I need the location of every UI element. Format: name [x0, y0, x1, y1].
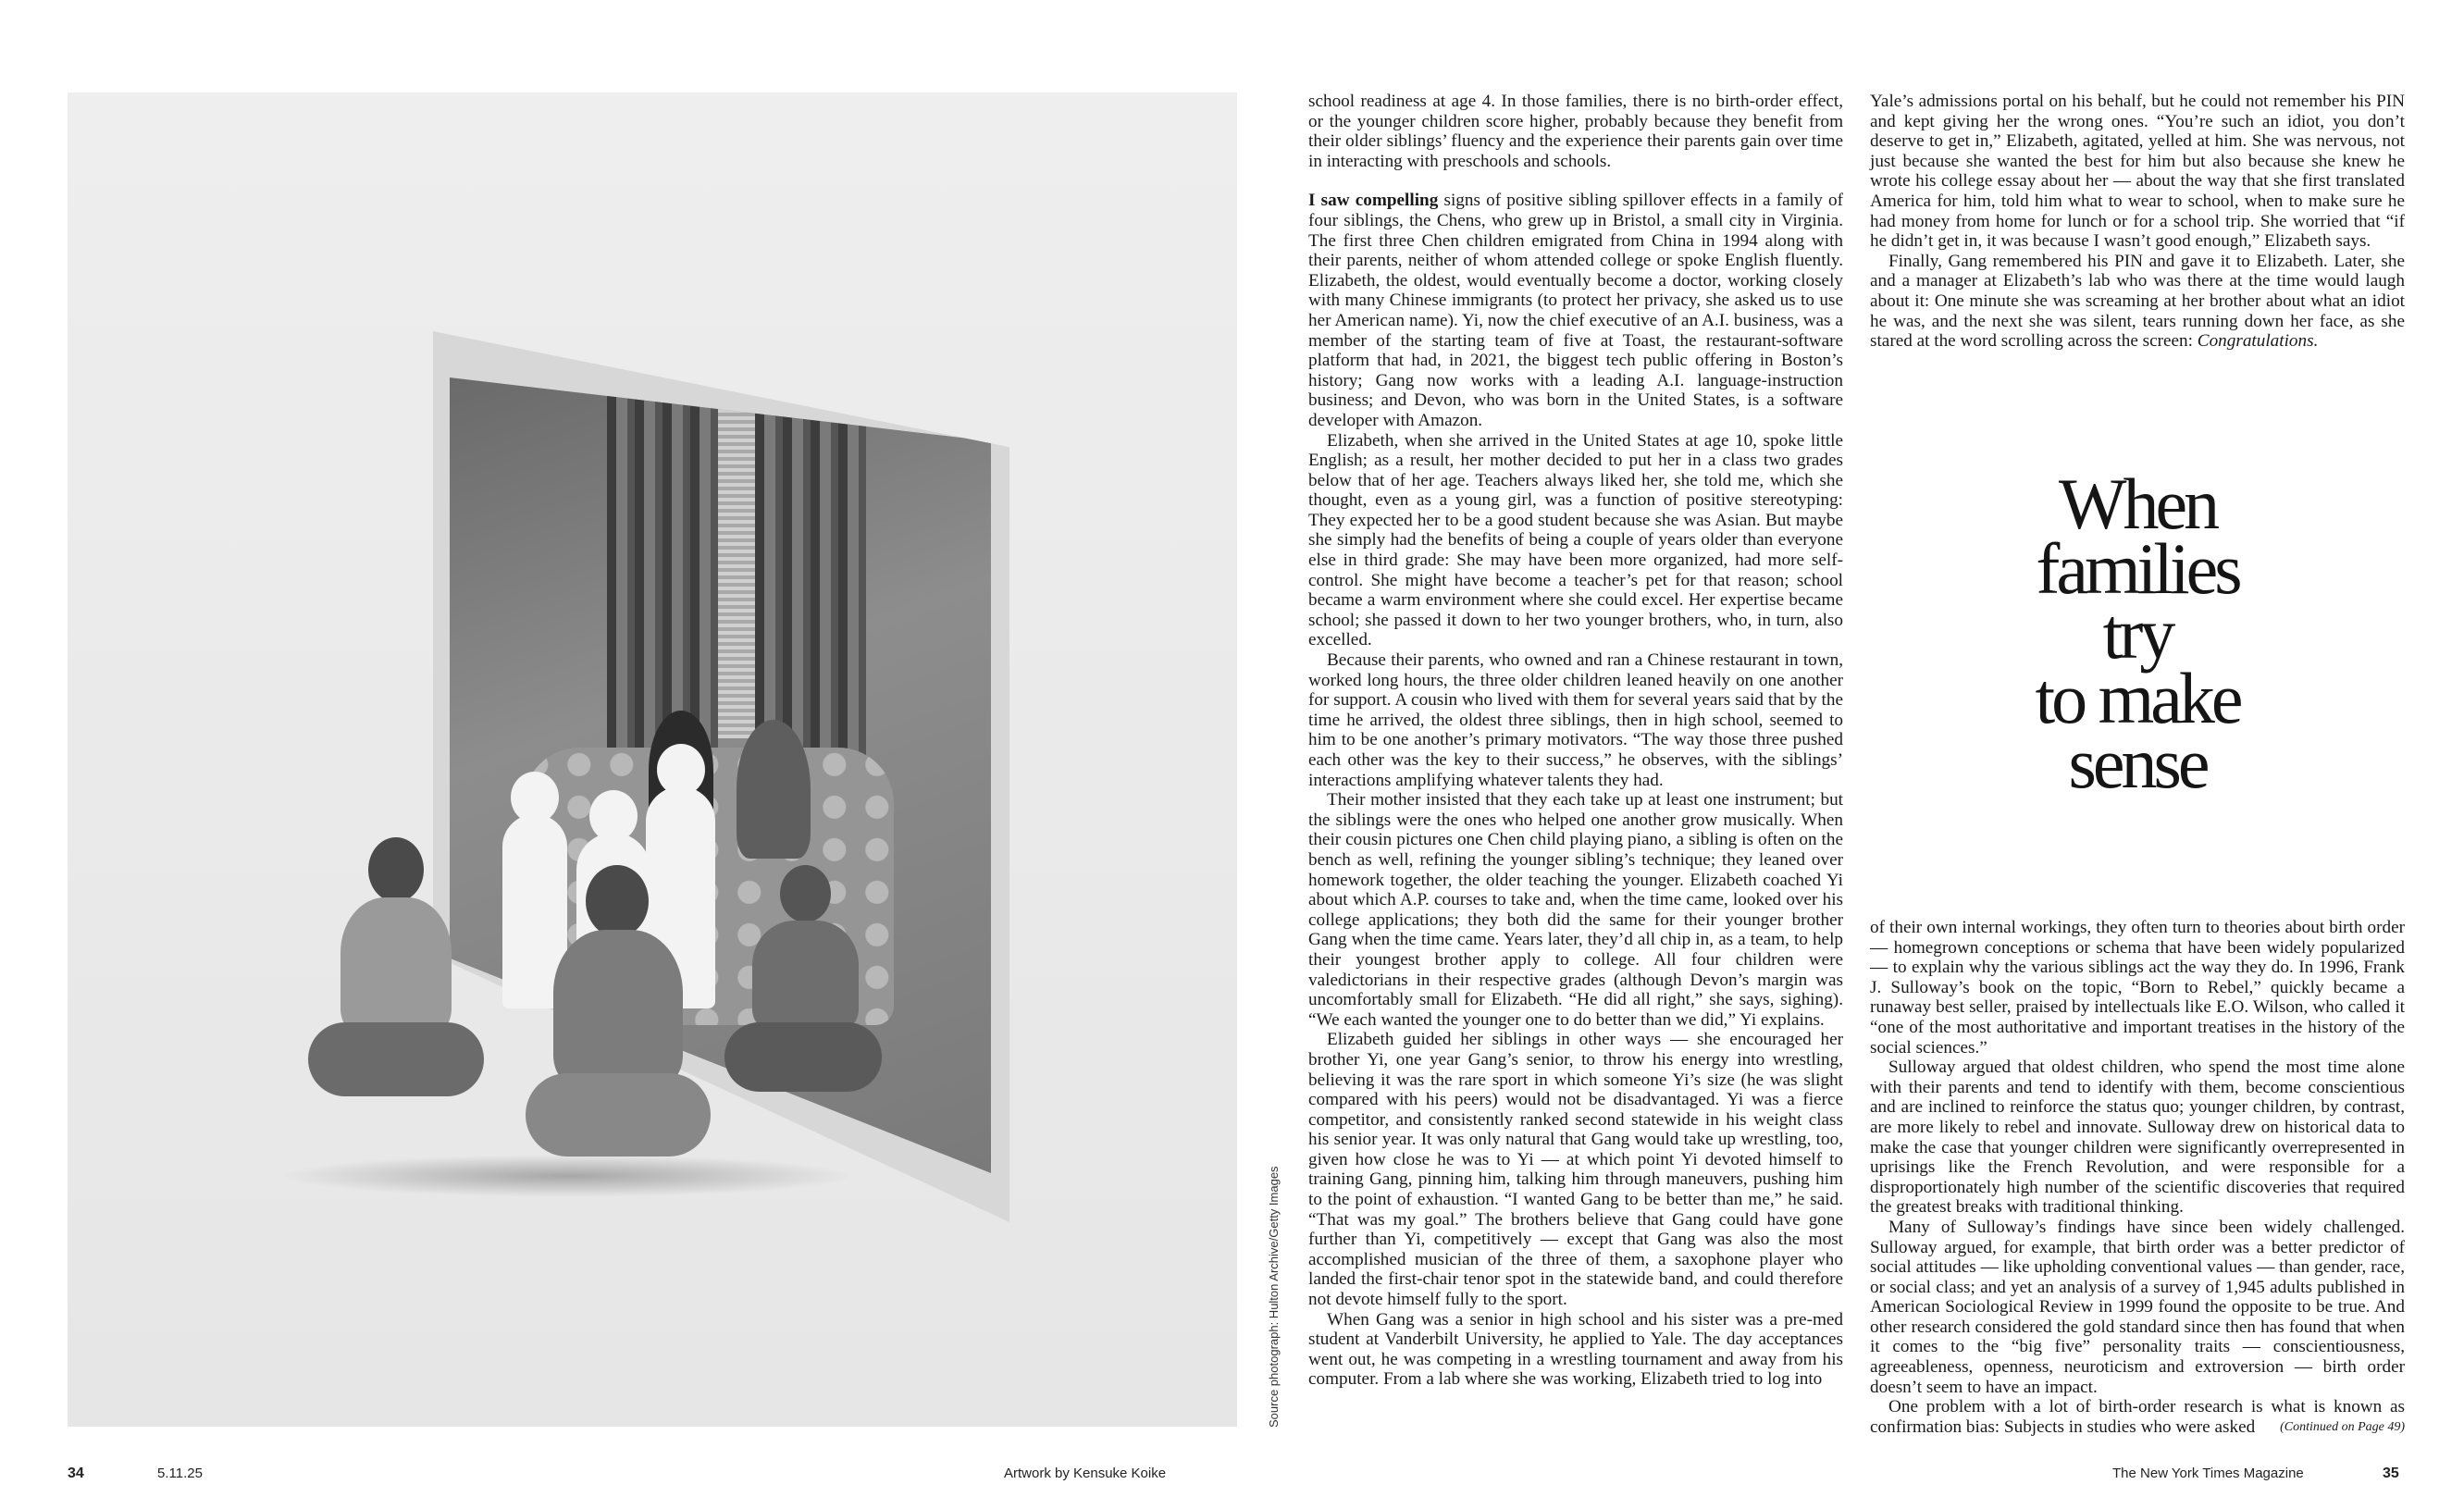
page-number-right: 35 [2383, 1466, 2399, 1481]
paragraph: Yale’s admissions portal on his behalf, but he could not remember his PIN and kept giving her the wrong ones. “You’re such an idiot, you don’t deserve to get in,” Elizabeth, agitated, yelled at him. She was nervous, not just because she wanted the best for him but also because she knew he wrote his college essay about her — about the way that she first translated America for him, told him what to wear to school, when to make sure he had money from home for lunch or for a school trip. She worried that “if he didn’t get in, it was because I wasn’t good enough,” Elizabeth says. [1870, 92, 2405, 252]
paragraph-text: One problem with a lot of birth-order research is what is known as confirmation bias: Subjects in studies who were asked [1870, 1397, 2405, 1437]
page-number-left: 34 [68, 1466, 84, 1481]
article-column-1 [1308, 92, 1843, 1390]
paragraph [1870, 1397, 2405, 1437]
continued-on-link[interactable]: (Continued on Page 49) [2280, 1419, 2405, 1434]
paragraph: school readiness at age 4. In those families, there is no birth-order effect, or the younger children score higher, probably because they benefit from their older siblings’ fluency and the experience their parents gain over time in interacting with preschools and schools. [1308, 92, 1843, 171]
pull-quote-line: sense [2068, 723, 2207, 803]
article-column-2-top [1870, 92, 2405, 352]
paragraph: Elizabeth, when she arrived in the United States at age 10, spoke little English; as a result, her mother decided to put her in a class two grades below that of her age. Teachers always liked her, she told me, which she thought, even as a young girl, was a function of positive stereotyping: They expected her to be a good student because she was Asian. But maybe she simply had the benefits of being a couple of years older than everyone else in third grade: She may have been more organized, had more self-control. She might have become a teacher’s pet for that reason; school became a warm environment where she could excel. Her expertise became school; she passed it down to her two younger brothers, who, in turn, also excelled. [1308, 430, 1843, 650]
artwork-collage [68, 93, 1237, 1427]
photo-father [737, 720, 811, 859]
pull-quote-line: families [2036, 528, 2239, 609]
child-figure-left [308, 837, 484, 1143]
pull-quote-line: to make [2035, 658, 2240, 738]
italic-word: Congratulations. [2197, 331, 2319, 352]
paragraph [1870, 252, 2405, 352]
paragraph: Many of Sulloway’s findings have since been widely challenged. Sulloway argued, for example, that birth order was a better predictor of social attitudes — like upholding conventional values — than gender, race, or social class; and yet an analysis of a survey of 1,945 adults published in American Sociological Review in 1999 found the opposite to be true. And other research considered the gold standard since then has found that when it comes to the “big five” personality traits — conscientiousness, agreeableness, openness, neuroticism and extroversion — birth order doesn’t seem to have an impact. [1870, 1217, 2405, 1397]
paragraph [1308, 191, 1843, 430]
photo-credit: Source photograph: Hulton Archive/Getty Images [1267, 1166, 1281, 1428]
pull-quote [1925, 464, 2350, 803]
paragraph: When Gang was a senior in high school and his sister was a pre-med student at Vanderbilt University, he applied to Yale. The day acceptances went out, he was competing in a wrestling tournament and away from his computer. From a lab where she was working, Elizabeth tried to log into [1308, 1309, 1843, 1390]
paragraph: Because their parents, who owned and ran a Chinese restaurant in town, worked long hours, the three older children leaned heavily on one another for support. A cousin who lived with them for several years said that by the time he arrived, the oldest three siblings, then in high school, seemed to him to be one another’s primary motivators. “The way those three pushed each other was the key to their success,” he observes, with the siblings’ interactions amplifying whatever talents they had. [1308, 650, 1843, 790]
paragraph: Sulloway argued that oldest children, who spend the most time alone with their parents and tend to identify with them, become conscientious and are inclined to reinforce the status quo; younger children, by contrast, are more likely to rebel and innovate. Sulloway drew on historical data to make the case that younger children were significantly overrepresented in uprisings like the French Revolution, and were responsible for a disproportionately high number of the scientific discoveries that required the greatest breaks with traditional thinking. [1870, 1058, 2405, 1218]
pull-quote-line: try [2102, 593, 2173, 674]
paragraph: Elizabeth guided her siblings in other ways — she encouraged her brother Yi, one year Gang’s senior, to throw his energy into wrestling, believing it was the rare sport in which someone Yi’s size (he was slight compared with his peers) would not be disadvantaged. Yi was a fierce competitor, and consistently ranked second statewide in his weight class his senior year. It was only natural that Gang would take up wrestling, too, given how close he was to Yi — at which point Yi devoted himself to training Gang, pinning him, talking him through maneuvers, pushing him to the point of exhaustion. “I wanted Gang to be better than me,” he said. “That was my goal.” The brothers believe that Gang could have gone further than Yi, competitively — except that Gang was also the most accomplished musician of the three of them, a saxophone player who landed the first-chair tenor spot in the statewide band, and could therefore not devote himself fully to the sport. [1308, 1030, 1843, 1310]
publication-name: The New York Times Magazine [2112, 1466, 2304, 1481]
paragraph: of their own internal workings, they often turn to theories about birth order — homegrown conceptions or schema that have been widely popularized — to explain why the various siblings act the way they do. In 1996, Frank J. Sulloway’s book on the topic, “Born to Rebel,” quickly became a runaway best seller, praised by intellectuals like E.O. Wilson, who called it “one of the most authoritative and important treatises in the history of the social sciences.” [1870, 918, 2405, 1058]
issue-date: 5.11.25 [157, 1466, 203, 1481]
child-figure-right [724, 856, 882, 1124]
paragraph-text: signs of positive sibling spillover effects in a family of four siblings, the Chens, who grew up in Bristol, a small city in Virginia. The first three Chen children emigrated from China in 1994 along with their parents, neither of whom attended college or spoke English fluently. Elizabeth, the oldest, would eventually become a doctor, working closely with many Chinese immigrants (to protect her privacy, she asked us to use her American name). Yi, now the chief executive of an A.I. business, was a member of the starting team of five at Toast, the restaurant-software platform that had, in 2021, the biggest tech public offering in Boston’s history; Gang now works with a leading A.I. language-instruction business; and Devon, who was born in the United States, is a software developer with Amazon. [1308, 191, 1843, 430]
child-figure-center [526, 865, 711, 1198]
section-lead-in: I saw compelling [1308, 191, 1439, 211]
pull-quote-line: When [2058, 464, 2217, 544]
floating-shadow [280, 1155, 854, 1197]
art-credit: Artwork by Kensuke Koike [1004, 1466, 1167, 1481]
paragraph: Their mother insisted that they each take up at least one instrument; but the siblings were the ones who helped one another grow musically. When their cousin pictures one Chen child playing piano, a sibling is often on the bench as well, refining the younger sibling’s technique; they leaned over homework together, the older teaching the younger. Elizabeth coached Yi about which A.P. courses to take and, when the time came, looked over his college applications; they both did the same for their younger brother Gang when the time came. Years later, they’d all chip in, as a team, to help their youngest brother apply to college. All four children were valedictorians in their respective grades (although Devon’s margin was uncomfortably small for Elizabeth. “He did all right,” she says, sighing). “We each wanted the younger one to do better than we did,” Yi explains. [1308, 790, 1843, 1030]
article-column-2-bottom [1870, 918, 2405, 1437]
paragraph-text: Finally, Gang remembered his PIN and gave it to Elizabeth. Later, she and a manager at Elizabeth’s lab who was there at the time would laugh about it: One minute she was screaming at her brother about what an idiot he was, and the next she was silent, tears running down her face, as she stared at the word scrolling across the screen: [1870, 251, 2405, 352]
